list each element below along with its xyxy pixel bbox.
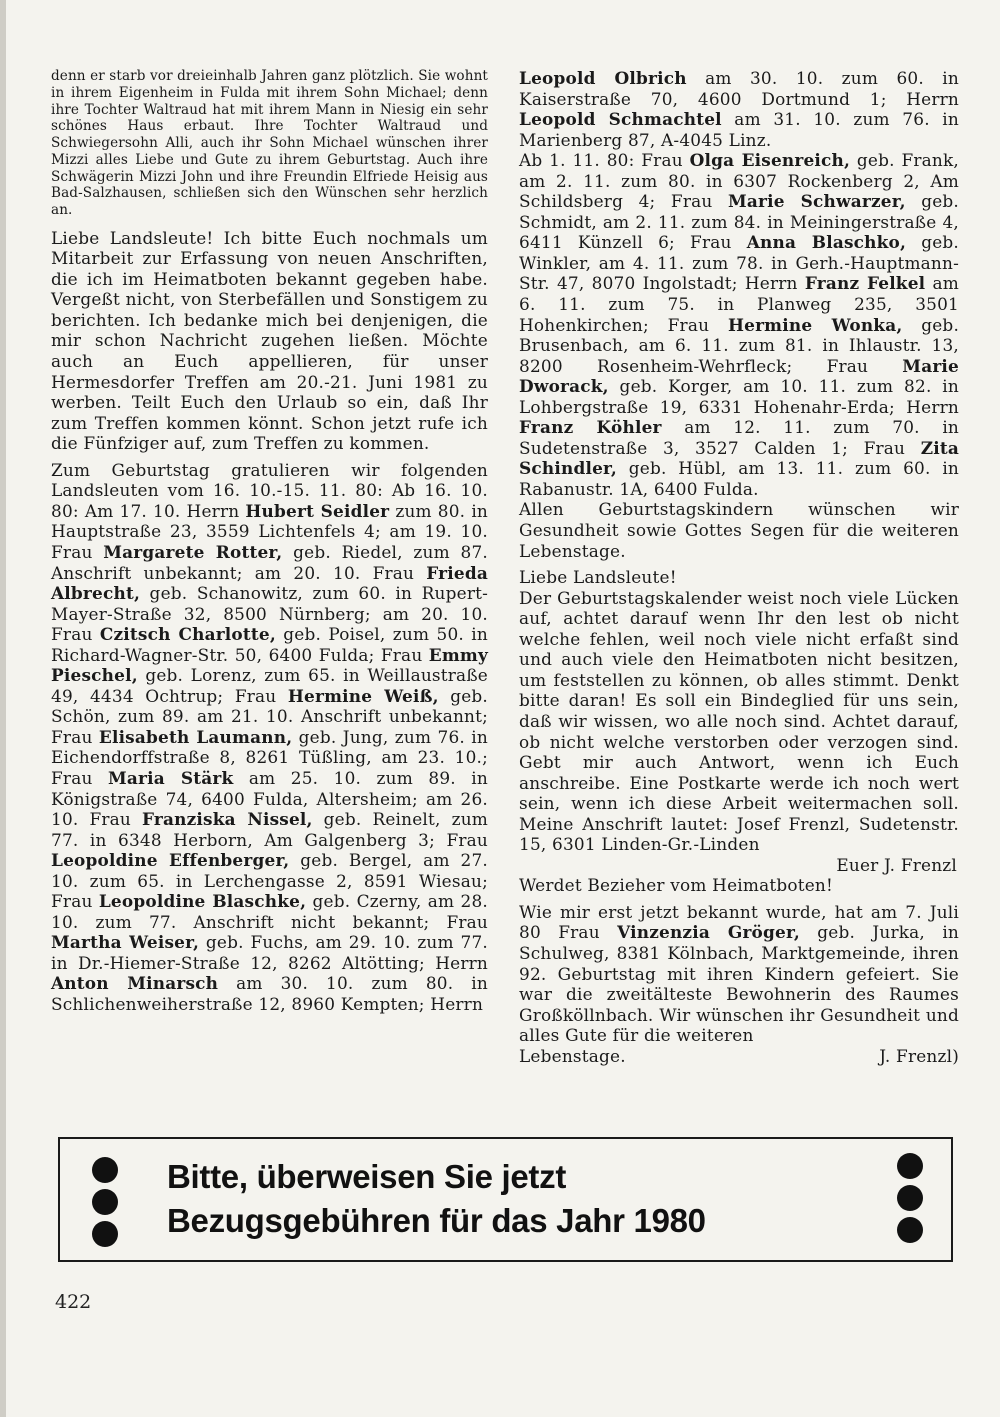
bullet-dot-icon <box>92 1157 118 1183</box>
calendar-appeal-paragraph: Der Geburtstagskalender weist noch viele Lücken auf, achtet darauf wenn Ihr den lest ob nicht welche fehlen, weil noch viele nicht erfaßt sind und auch viele den Heimatboten nicht besitzen, um feststellen zu können, ob alles stimmt. Denkt bitte daran! Es soll ein Bindeglied für uns sein, daß wir wissen, wo alle noch sind. Achtet darauf, ob nicht welche verstorben oder verzogen sind. Gebt mir auch Antwort, wenn ich Euch anschreibe. Eine Postkarte werde ich noch wert sein, wenn ich diese Arbeit weitermachen soll. Meine Anschrift lautet: Josef Frenzl, Sudetenstr. 15, 6301 Linden-Gr.-Linden <box>519 587 959 855</box>
text-segment: geb. Brusenbach, am 6. 11. zum 81. in Ihlaustr. 13, 8200 Rosenheim-Wehrfleck; Frau <box>519 314 960 376</box>
person-name: Franz Felkel <box>804 273 926 294</box>
birthday-list-paragraph <box>51 460 488 1015</box>
banner-line-2: Bezugsgebühren für das Jahr 1980 <box>167 1202 706 1239</box>
text-segment: geb. Poisel, zum 50. in Richard-Wagner-Str. 50, 6400 Fulda; Frau <box>51 624 488 665</box>
text-segment: Zum Geburtstag gratulieren wir folgenden Landsleuten vom 16. 10.-15. 11. 80: Ab 16. 10. 80: Am 17. 10. Herrn <box>51 459 488 521</box>
text-segment: am 12. 11. zum 70. in Sudetenstraße 3, 3527 Calden 1; Frau <box>519 417 959 458</box>
author-signature: Euer J. Frenzl <box>836 854 957 875</box>
closing-signature: J. Frenzl) <box>879 1045 959 1066</box>
person-name: Leopoldine Effenberger, <box>51 850 290 871</box>
text-segment: geb. Bergel, am 27. 10. zum 65. in Lerchengasse 2, 8591 Wiesau; Frau <box>51 850 488 912</box>
text-segment: geb. Hübl, am 13. 11. zum 60. in Rabanustr. 1A, 6400 Fulda. <box>519 458 959 499</box>
bullet-dot-icon <box>92 1189 118 1215</box>
payment-reminder-banner <box>58 1137 953 1262</box>
person-name: Anton Minarsch <box>51 973 219 994</box>
person-name: Hermine Weiß, <box>287 685 439 706</box>
text-segment: geb. Winkler, am 4. 11. zum 78. in Gerh.-Hauptmann-Str. 47, 8070 Ingolstadt; Herrn <box>519 232 959 294</box>
text-segment: am 30. 10. zum 80. in Schlichenweiherstraße 12, 8960 Kempten; Herrn <box>51 973 488 1014</box>
bullet-dot-icon <box>897 1217 923 1243</box>
person-name: Leopold Schmachtel <box>519 109 722 130</box>
banner-text <box>167 1155 706 1243</box>
person-name: Hubert Seidler <box>245 500 390 521</box>
person-name: Elisabeth Laumann, <box>98 726 293 747</box>
text-segment: am 25. 10. zum 89. in Königstraße 74, 6400 Fulda, Altersheim; am 26. 10. Frau <box>51 767 488 830</box>
birthday-list-continued <box>519 68 959 150</box>
closing-line <box>519 1046 959 1067</box>
person-name: Czitsch Charlotte, <box>99 624 276 645</box>
text-segment: geb. Schanowitz, zum 60. in Rupert-Mayer-Straße 32, 8500 Nürnberg; am 20. 10. Frau <box>51 583 488 645</box>
person-name: Martha Weiser, <box>51 932 200 953</box>
page-number: 422 <box>55 1291 92 1313</box>
person-name: Marie Dworack, <box>519 355 959 397</box>
person-name: Margarete Rotter, <box>103 541 283 562</box>
text-segment: geb. Czerny, am 28. 10. zum 77. Anschrift nicht bekannt; Frau <box>51 891 488 932</box>
person-name: Hermine Wonka, <box>727 314 903 335</box>
birthday-list-november <box>519 150 959 499</box>
person-name: Zita Schindler, <box>519 437 959 479</box>
text-segment: Wie mir erst jetzt bekannt wurde, hat am 7. Juli 80 Frau <box>519 901 959 943</box>
person-name: Maria Stärk <box>107 767 234 788</box>
person-name: Franz Köhler <box>519 417 662 438</box>
banner-line-1: Bitte, überweisen Sie jetzt <box>167 1158 567 1195</box>
wishes-paragraph: Allen Geburtstagskindern wünschen wir Gesundheit sowie Gottes Segen für die weiteren Lebenstage. <box>519 499 959 561</box>
text-segment: geb. Lorenz, zum 65. in Weillaustraße 49, 4434 Ochtrup; Frau <box>51 665 488 706</box>
appeal-paragraph: Liebe Landsleute! Ich bitte Euch nochmals um Mitarbeit zur Erfassung von neuen Anschriften, die ich im Heimatboten bekannt gegeben habe. Vergeßt nicht, von Sterbefällen und Sonstigem zu berichten. Ich bedanke mich bei denjenigen, die mir schon Nachricht zugehen ließen. Möchte auch an Euch appellieren, für unser Hermesdorfer Treffen am 20.-21. Juni 1981 zu werben. Teilt Euch den Urlaub so ein, daß Ihr zum Treffen kommen könnt. Schon jetzt rufe ich die Fünfziger auf, zum Treffen zu kommen. <box>51 227 488 454</box>
subscription-call: Werdet Bezieher vom Heimatboten! <box>519 875 833 896</box>
text-segment: geb. Fuchs, am 29. 10. zum 77. in Dr.-Hiemer-Straße 12, 8262 Altötting; Herrn <box>51 932 488 973</box>
bullet-dot-icon <box>92 1221 118 1247</box>
bullet-dot-icon <box>897 1185 923 1211</box>
person-name: Franziska Nissel, <box>142 809 313 830</box>
text-segment: geb. Schmidt, am 2. 11. zum 84. in Meiningerstraße 4, 6411 Künzell 6; Frau <box>519 191 959 253</box>
text-segment: am 30. 10. zum 60. in Kaiserstraße 70, 4600 Dortmund 1; Herrn <box>519 68 959 109</box>
person-name: Olga Eisenreich, <box>689 150 851 171</box>
left-intro-paragraph: denn er starb vor dreieinhalb Jahren ganz plötzlich. Sie wohnt in ihrem Eigenheim in Fulda mit ihrem Sohn Michael; denn ihre Tochter Waltraud hat mit ihrem Mann in Niesig ein sehr schönes Haus erbaut. Ihre Tochter Waltraud und Schwiegersohn Alli, auch ihr Sohn Michael wünschen ihrer Mizzi alles Liebe und Gute zu ihrem Geburtstag. Auch ihre Schwägerin Mizzi John und ihre Freundin Elfriede Heisig aus Bad-Salzhausen, schließen sich den Wünschen sehr herzlich an. <box>51 68 488 218</box>
page-binding-edge <box>0 0 6 1417</box>
person-name: Marie Schwarzer, <box>727 191 906 212</box>
closing-text: Lebenstage. <box>519 1045 626 1066</box>
text-segment: geb. Schön, zum 89. am 21. 10. Anschrift unbekannt; Frau <box>51 685 488 747</box>
person-name: Vinzenzia Gröger, <box>617 922 800 943</box>
text-segment: geb. Frank, am 2. 11. zum 80. in 6307 Rockenberg 2, Am Schildsberg 4; Frau <box>519 150 959 212</box>
person-name: Anna Blaschko, <box>746 232 907 253</box>
text-segment: geb. Reinelt, zum 77. in 6348 Herborn, Am Galgenberg 3; Frau <box>51 809 488 850</box>
text-segment: am 6. 11. zum 75. in Planweg 235, 3501 Hohenkirchen; Frau <box>519 273 959 335</box>
calendar-appeal-heading: Liebe Landsleute! <box>519 567 677 588</box>
text-segment: geb. Riedel, zum 87. Anschrift unbekannt; am 20. 10. Frau <box>51 541 488 583</box>
right-column <box>519 68 959 1066</box>
text-segment: Ab 1. 11. 80: Frau <box>519 150 690 171</box>
text-segment: geb. Korger, am 10. 11. zum 82. in Lohbergstraße 19, 6331 Hohenahr-Erda; Herrn <box>519 376 959 417</box>
text-segment: zum 80. in Hauptstraße 23, 3559 Lichtenfels 4; am 19. 10. Frau <box>51 500 488 562</box>
bullet-dot-icon <box>897 1153 923 1179</box>
person-name: Emmy Pieschel, <box>51 644 488 686</box>
person-name: Leopold Olbrich <box>519 68 687 88</box>
person-name: Leopoldine Blaschke, <box>98 891 307 912</box>
person-name: Frieda Albrecht, <box>51 562 488 604</box>
text-segment: am 31. 10. zum 76. in Marienberg 87, A-4045 Linz. <box>519 109 959 150</box>
late-birthday-paragraph <box>519 902 959 1046</box>
text-segment: geb. Jung, zum 76. in Eichendorffstraße 8, 8261 Tüßling, am 23. 10.; Frau <box>51 726 488 788</box>
left-column <box>51 68 488 1015</box>
text-segment: geb. Jurka, in Schulweg, 8381 Kölnbach, Marktgemeinde, ihren 92. Geburtstag mit ihren Kindern gefeiert. Sie war die zweitälteste Bewohnerin des Raumes Großköllnbach. Wir wünschen ihr Gesundheit und alles Gute für die weiteren <box>519 922 960 1046</box>
